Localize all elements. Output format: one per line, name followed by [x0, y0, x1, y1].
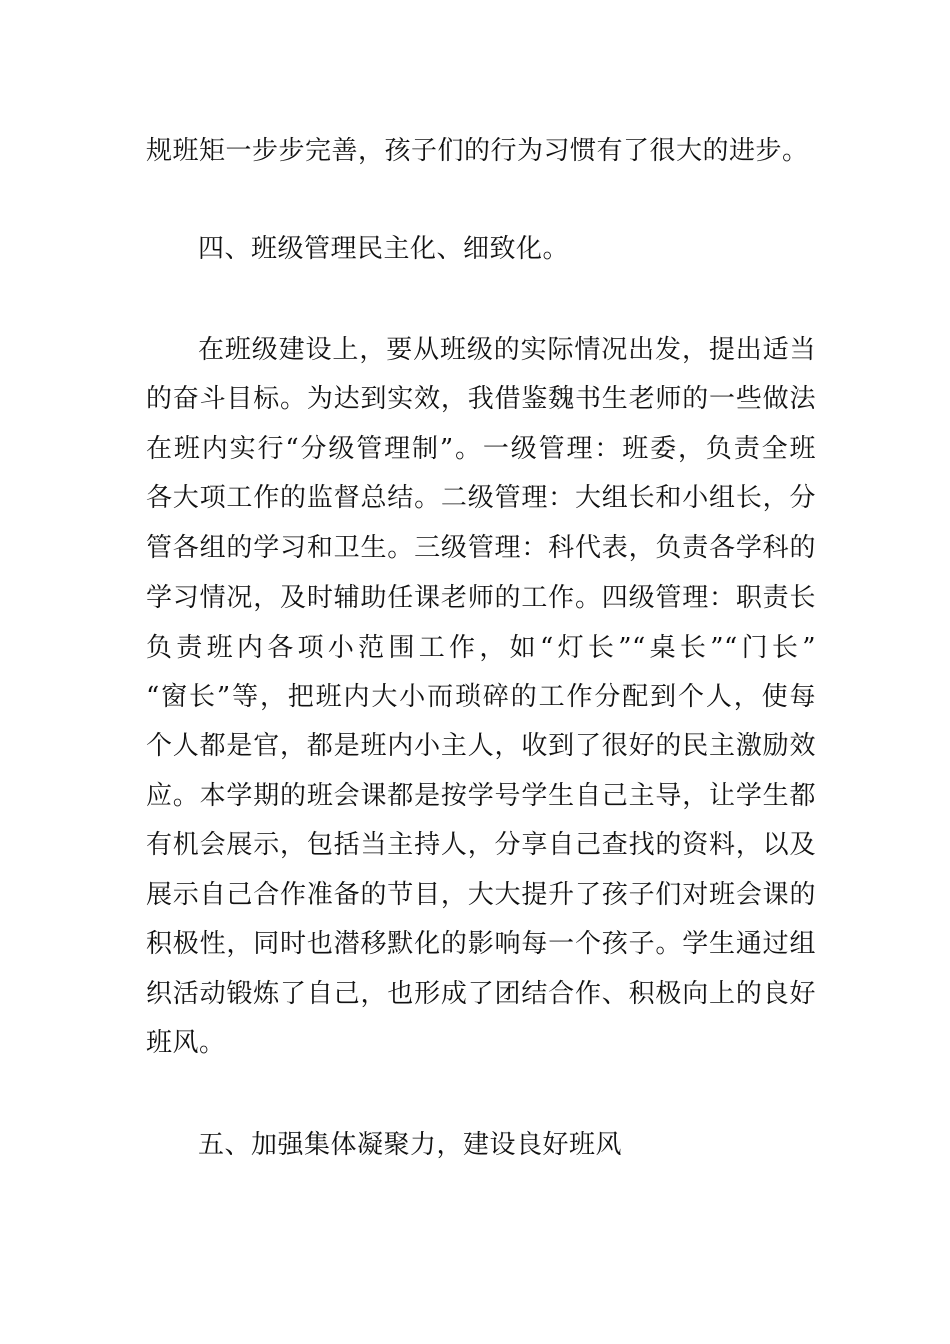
paragraph-line: 规班矩一步步完善，孩子们的行为习惯有了很大的进步。	[146, 136, 809, 166]
paragraph-line: 负责班内各项小范围工作，如“灯长”“桌长”“门长”	[146, 633, 816, 663]
paragraph-line: 的奋斗目标。为达到实效，我借鉴魏书生老师的一些做法	[146, 384, 816, 414]
paragraph-line: 管各组的学习和卫生。三级管理：科代表，负责各学科的	[146, 533, 816, 563]
paragraph-line: 有机会展示，包括当主持人，分享自己查找的资料，以及	[146, 830, 816, 860]
paragraph-line: 在班内实行“分级管理制”。一级管理：班委，负责全班	[146, 434, 816, 464]
paragraph-line: 个人都是官，都是班内小主人，收到了很好的民主激励效	[146, 731, 816, 761]
paragraph-line: 应。本学期的班会课都是按学号学生自己主导，让学生都	[146, 781, 816, 811]
paragraph-line: 在班级建设上，要从班级的实际情况出发，提出适当	[198, 335, 816, 365]
section-heading-five: 五、加强集体凝聚力，建设良好班风	[198, 1130, 623, 1160]
section-heading-four: 四、班级管理民主化、细致化。	[198, 234, 570, 264]
paragraph-line: “窗长”等，把班内大小而琐碎的工作分配到个人，使每	[146, 682, 816, 712]
paragraph-line: 学习情况，及时辅助任课老师的工作。四级管理：职责长	[146, 583, 816, 613]
paragraph-line: 各大项工作的监督总结。二级管理：大组长和小组长，分	[146, 483, 816, 513]
paragraph-line: 积极性，同时也潜移默化的影响每一个孩子。学生通过组	[146, 929, 816, 959]
paragraph-line: 展示自己合作准备的节目，大大提升了孩子们对班会课的	[146, 880, 816, 910]
paragraph-line: 班风。	[146, 1028, 226, 1058]
paragraph-line: 织活动锻炼了自己，也形成了团结合作、积极向上的良好	[146, 979, 816, 1009]
